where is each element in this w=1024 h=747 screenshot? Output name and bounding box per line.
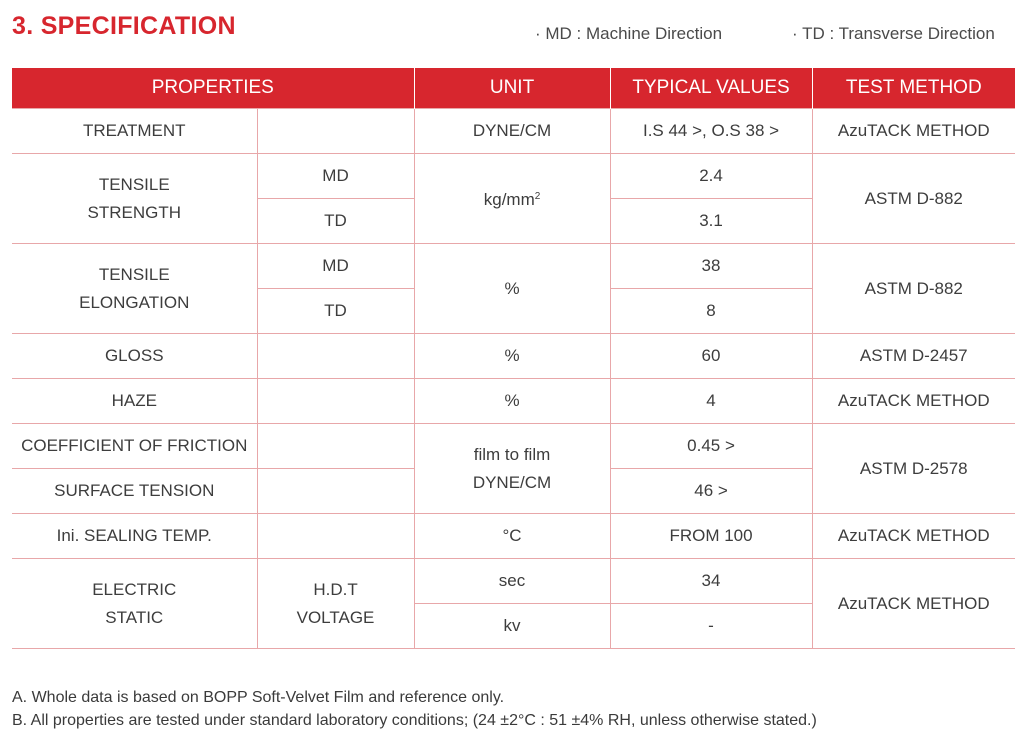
cell-value: 2.4 (610, 154, 812, 199)
cell-property: Ini. SEALING TEMP. (12, 514, 257, 559)
cell-method: ASTM D-882 (812, 154, 1015, 244)
cell-value: 3.1 (610, 199, 812, 244)
cell-property (12, 244, 257, 334)
cell-unit (414, 154, 610, 244)
cell-unit (414, 424, 610, 514)
property-line: STATIC (105, 607, 164, 627)
table-header-row (12, 68, 1015, 109)
cell-unit: % (414, 379, 610, 424)
cell-property: HAZE (12, 379, 257, 424)
cell-value: FROM 100 (610, 514, 812, 559)
sub-line: VOLTAGE (296, 607, 375, 627)
cell-value: 8 (610, 289, 812, 334)
property-line: ELECTRIC (92, 579, 177, 599)
unit-base: kg/mm (483, 190, 535, 209)
table-row-treatment (12, 109, 1015, 154)
cell-sub (257, 109, 414, 154)
section-title: 3. SPECIFICATION (12, 12, 236, 40)
cell-sub (257, 334, 414, 379)
cell-sub: TD (257, 289, 414, 334)
cell-property: SURFACE TENSION (12, 469, 257, 514)
cell-unit: % (414, 334, 610, 379)
header-unit: UNIT (414, 68, 610, 109)
cell-method: AzuTACK METHOD (812, 559, 1015, 649)
cell-value: 4 (610, 379, 812, 424)
header-properties: PROPERTIES (12, 68, 414, 109)
legend-td: · TD : Transverse Direction (792, 24, 995, 43)
cell-value: 60 (610, 334, 812, 379)
cell-property: GLOSS (12, 334, 257, 379)
header-typical-values: TYPICAL VALUES (610, 68, 812, 109)
cell-method: ASTM D-2457 (812, 334, 1015, 379)
cell-value: 34 (610, 559, 812, 604)
property-line: ELONGATION (79, 292, 190, 312)
cell-sub (257, 469, 414, 514)
table-row-tensile-strength (12, 154, 1015, 199)
cell-sub: TD (257, 199, 414, 244)
note-b: B. All properties are tested under standard laboratory conditions; (24 ±2°C : 51 ±4% RH, unless otherwise stated.) (12, 712, 817, 729)
cell-sub (257, 514, 414, 559)
cell-method: AzuTACK METHOD (812, 379, 1015, 424)
property-line: TENSILE (98, 264, 170, 284)
cell-unit: % (414, 244, 610, 334)
unit-line: DYNE/CM (472, 472, 552, 492)
cell-method: AzuTACK METHOD (812, 109, 1015, 154)
cell-property: TREATMENT (12, 109, 257, 154)
table-row-gloss (12, 334, 1015, 379)
cell-unit: °C (414, 514, 610, 559)
cell-unit: DYNE/CM (414, 109, 610, 154)
table-row-sealing-temp (12, 514, 1015, 559)
footnotes (12, 686, 817, 732)
cell-method: AzuTACK METHOD (812, 514, 1015, 559)
cell-property (12, 154, 257, 244)
unit-line: film to film (473, 444, 551, 464)
cell-sub (257, 424, 414, 469)
table-row-tensile-elongation (12, 244, 1015, 289)
cell-property (12, 559, 257, 649)
cell-sub: MD (257, 244, 414, 289)
specification-table (12, 68, 1015, 649)
legend-md: · MD : Machine Direction (535, 24, 723, 43)
cell-property: COEFFICIENT OF FRICTION (12, 424, 257, 469)
note-a: A. Whole data is based on BOPP Soft-Velvet Film and reference only. (12, 689, 505, 706)
property-line: TENSILE (98, 174, 170, 194)
cell-value: I.S 44 >, O.S 38 > (610, 109, 812, 154)
cell-unit: kv (414, 604, 610, 649)
table-row-haze (12, 379, 1015, 424)
cell-sub (257, 559, 414, 649)
cell-value: 0.45 > (610, 424, 812, 469)
cell-value: 38 (610, 244, 812, 289)
sub-line: H.D.T (313, 579, 358, 599)
cell-sub: MD (257, 154, 414, 199)
cell-unit: sec (414, 559, 610, 604)
cell-value: - (610, 604, 812, 649)
cell-sub (257, 379, 414, 424)
cell-method: ASTM D-2578 (812, 424, 1015, 514)
cell-value: 46 > (610, 469, 812, 514)
table-row-friction (12, 424, 1015, 469)
unit-superscript: 2 (534, 191, 541, 202)
table-row-electric-static (12, 559, 1015, 604)
cell-method: ASTM D-882 (812, 244, 1015, 334)
header-test-method: TEST METHOD (812, 68, 1015, 109)
property-line: STRENGTH (87, 202, 181, 222)
